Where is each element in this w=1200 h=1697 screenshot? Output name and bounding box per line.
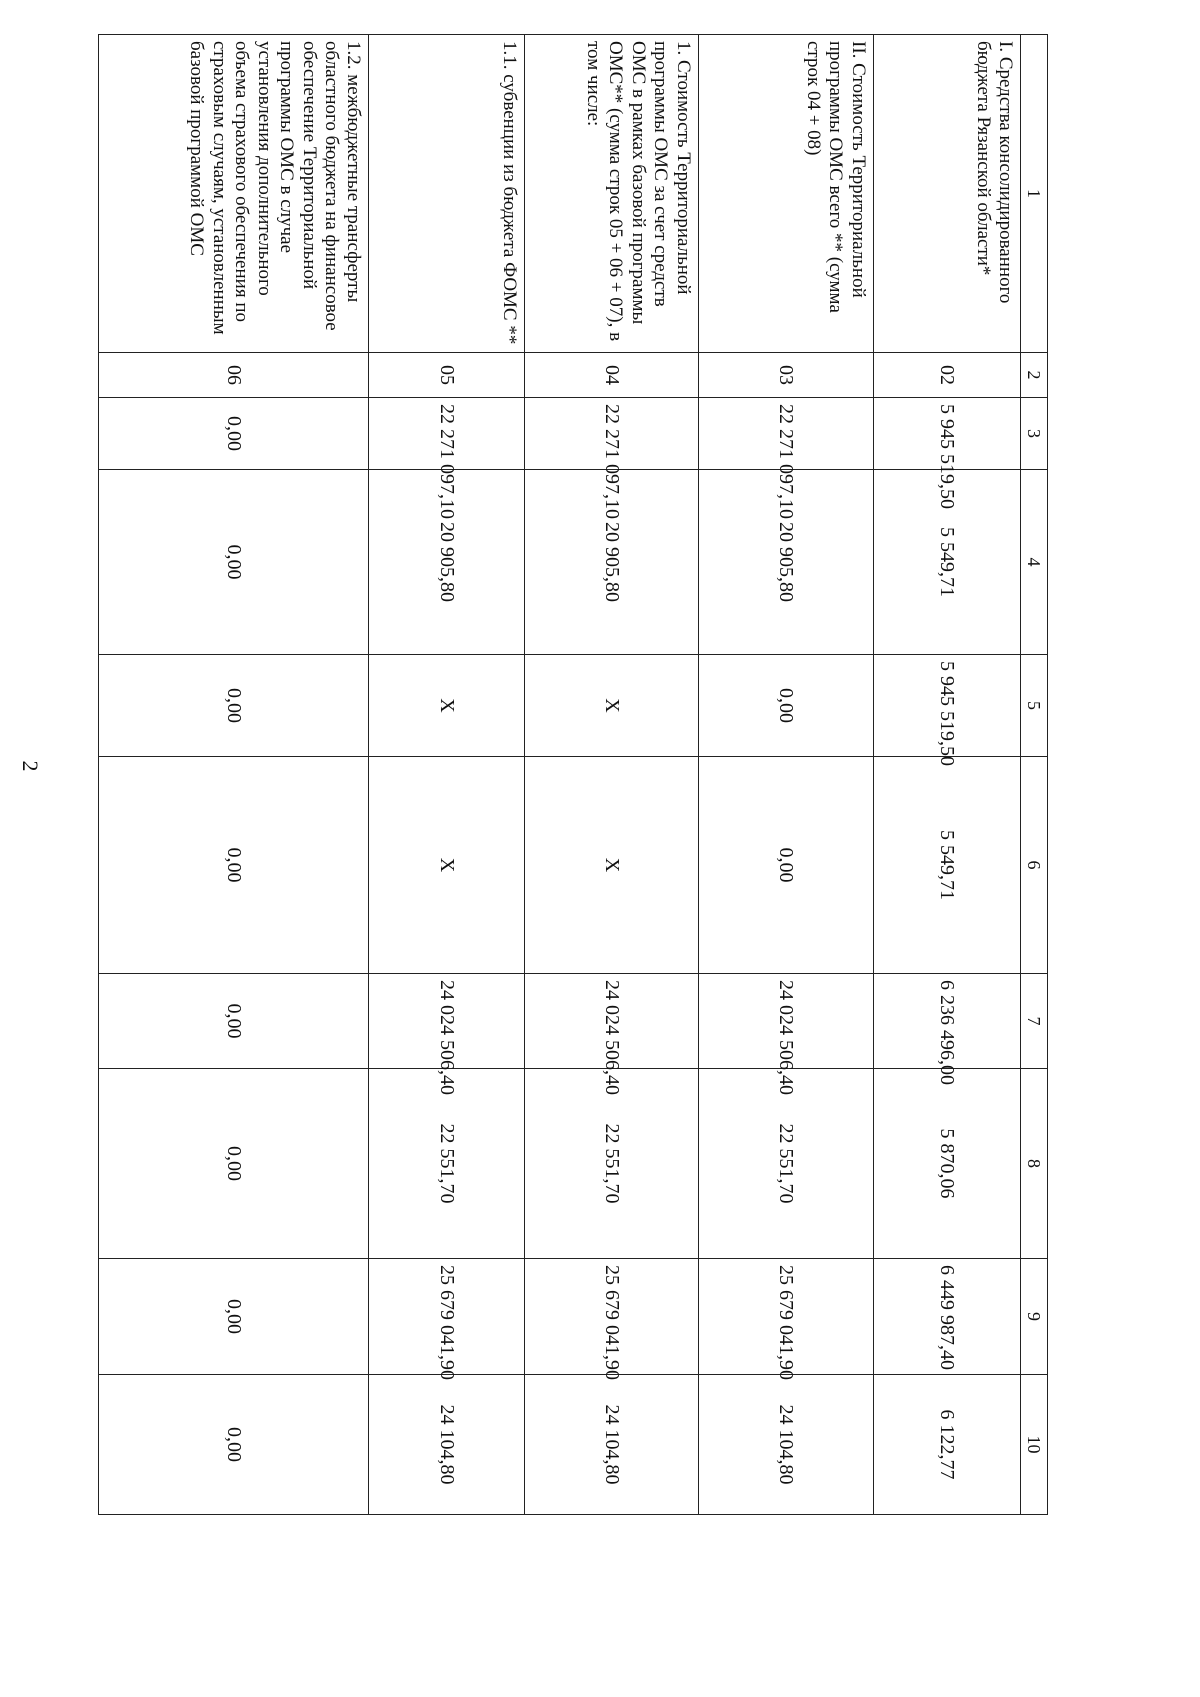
table-cell: 5 549,71 bbox=[873, 757, 1020, 974]
column-header: 5 bbox=[1020, 655, 1047, 757]
table-cell: 5 945 519,50 bbox=[873, 398, 1020, 470]
table-row bbox=[99, 35, 369, 1515]
table-cell: 25 679 041,90 bbox=[698, 1259, 873, 1375]
table-cell: 0,00 bbox=[99, 974, 369, 1069]
table-cell: 5 945 519,50 bbox=[873, 655, 1020, 757]
table-row bbox=[698, 35, 873, 1515]
table-cell: 0,00 bbox=[99, 1375, 369, 1515]
column-header: 2 bbox=[1020, 353, 1047, 398]
row-code: 05 bbox=[369, 353, 525, 398]
row-label: 1.1. субвенции из бюджета ФОМС ** bbox=[369, 35, 525, 353]
table-cell: 5 549,71 bbox=[873, 470, 1020, 655]
row-label: 1. Стоимость Территориальной программы ОМС за счет средств ОМС в рамках базовой программы ОМС** (сумма строк 05 + 06 + 07), в том числе: bbox=[525, 35, 698, 353]
table-cell: 25 679 041,90 bbox=[525, 1259, 698, 1375]
table-cell: 24 024 506,40 bbox=[369, 974, 525, 1069]
table-row bbox=[873, 35, 1020, 1515]
table-cell: 0,00 bbox=[698, 757, 873, 974]
table-cell: 22 551,70 bbox=[369, 1069, 525, 1259]
page-number: 2 bbox=[18, 760, 43, 772]
table-cell: 20 905,80 bbox=[525, 470, 698, 655]
column-header: 6 bbox=[1020, 757, 1047, 974]
table-cell: 0,00 bbox=[99, 398, 369, 470]
table-cell: 6 236 496,00 bbox=[873, 974, 1020, 1069]
table-cell: 22 551,70 bbox=[525, 1069, 698, 1259]
table-cell: 22 271 097,10 bbox=[525, 398, 698, 470]
table-cell: X bbox=[525, 757, 698, 974]
row-label: I. Средства консолидированного бюджета Рязанской области* bbox=[873, 35, 1020, 353]
column-header: 7 bbox=[1020, 974, 1047, 1069]
table-cell: X bbox=[525, 655, 698, 757]
column-header: 1 bbox=[1020, 35, 1047, 353]
table-cell: 0,00 bbox=[99, 757, 369, 974]
table-cell: 0,00 bbox=[99, 655, 369, 757]
row-code: 02 bbox=[873, 353, 1020, 398]
table-cell: 0,00 bbox=[99, 470, 369, 655]
table-row bbox=[525, 35, 698, 1515]
table-cell: 22 271 097,10 bbox=[369, 398, 525, 470]
table-cell: 25 679 041,90 bbox=[369, 1259, 525, 1375]
table-cell: 6 449 987,40 bbox=[873, 1259, 1020, 1375]
column-header: 4 bbox=[1020, 470, 1047, 655]
column-header: 10 bbox=[1020, 1375, 1047, 1515]
table-cell: 20 905,80 bbox=[698, 470, 873, 655]
column-header: 3 bbox=[1020, 398, 1047, 470]
table-cell: 6 122,77 bbox=[873, 1375, 1020, 1515]
row-label: 1.2. межбюджетные трансферты областного бюджета на финансовое обеспечение Территориальной программы ОМС в случае установления дополнительного объема страхового обеспечения по страховым случаям, установленным базовой программой ОМС bbox=[99, 35, 369, 353]
row-code: 04 bbox=[525, 353, 698, 398]
table-row bbox=[369, 35, 525, 1515]
row-code: 03 bbox=[698, 353, 873, 398]
table-cell: 5 870,06 bbox=[873, 1069, 1020, 1259]
table-cell: 24 104,80 bbox=[698, 1375, 873, 1515]
table-header-row bbox=[1020, 35, 1047, 1515]
row-label: II. Стоимость Территориальной программы ОМС всего ** (сумма строк 04 + 08) bbox=[698, 35, 873, 353]
table-cell: 24 104,80 bbox=[369, 1375, 525, 1515]
financing-table bbox=[98, 34, 1048, 1515]
column-header: 9 bbox=[1020, 1259, 1047, 1375]
table-cell: 0,00 bbox=[99, 1069, 369, 1259]
rotated-table-wrapper bbox=[98, 34, 1048, 1514]
document-sheet bbox=[98, 34, 1048, 1514]
table-cell: 0,00 bbox=[698, 655, 873, 757]
table-cell: X bbox=[369, 757, 525, 974]
table-cell: 24 024 506,40 bbox=[525, 974, 698, 1069]
table-cell: 24 024 506,40 bbox=[698, 974, 873, 1069]
table-cell: 0,00 bbox=[99, 1259, 369, 1375]
table-cell: 22 551,70 bbox=[698, 1069, 873, 1259]
table-cell: X bbox=[369, 655, 525, 757]
table-cell: 22 271 097,10 bbox=[698, 398, 873, 470]
row-code: 06 bbox=[99, 353, 369, 398]
table-cell: 24 104,80 bbox=[525, 1375, 698, 1515]
column-header: 8 bbox=[1020, 1069, 1047, 1259]
table-cell: 20 905,80 bbox=[369, 470, 525, 655]
